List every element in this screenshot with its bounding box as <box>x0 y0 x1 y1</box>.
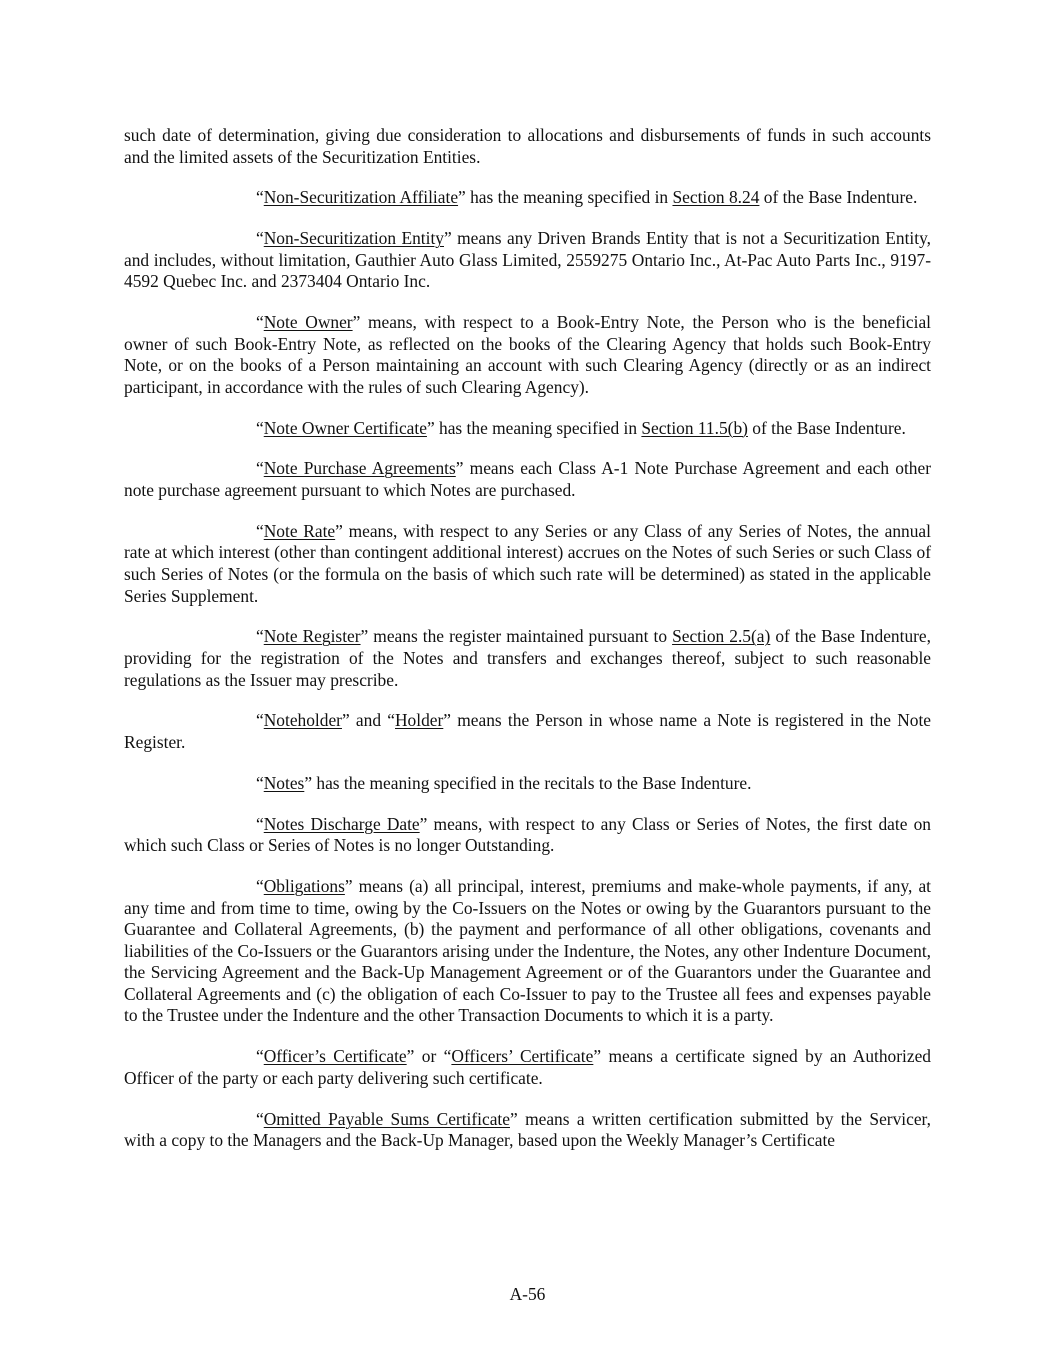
paragraph-text: ” means the register maintained pursuant to <box>360 626 673 647</box>
defined-term: Officer’s Certificate <box>263 1046 407 1067</box>
paragraph-text: ” means each Class A-1 Note Purchase Agreement and each other note purchase agreement pursuant to which Notes are purchased. <box>124 458 931 501</box>
definition-paragraph <box>124 521 931 607</box>
defined-term: Section 11.5(b) <box>641 417 748 438</box>
paragraph-text: ” means (a) all principal, interest, premiums and make-whole payments, if any, at any time and from time to time, owing by the Co-Issuers on the Notes or owing by the Guarantors pursuant to the Guarantee and Collateral Agreements, (b) the payment and performance of all other obligations, covenants and liabilities of the Co-Issuers or the Guarantors arising under the Indenture, the Notes, any other Indenture Document, the Servicing Agreement and the Back-Up Management Agreement or of the Guarantors under the Guarantee and Collateral Agreements and (c) the obligation of each Co-Issuer to pay to the Trustee all fees and expenses payable to the Trustee under the Indenture and the other Transaction Documents to which it is a party. <box>124 875 931 1026</box>
paragraph-text: ” has the meaning specified in <box>426 417 642 438</box>
definition-paragraph <box>124 228 931 293</box>
defined-term: Note Rate <box>263 520 336 541</box>
paragraph-text: “ <box>256 458 264 479</box>
defined-term: Note Owner Certificate <box>263 417 427 438</box>
defined-term: Officers’ Certificate <box>451 1046 594 1067</box>
paragraph-text: ” means, with respect to a Book-Entry Note, the Person who is the beneficial owner of such Book-Entry Note, as reflected on the books of the Clearing Agency that holds such Book-Entry Note, or on the books of a Person maintaining an account with such Clearing Agency (directly or as an indirect participant, in accordance with the rules of such Clearing Agency). <box>124 312 931 397</box>
defined-term: Obligations <box>263 875 345 896</box>
paragraph-text: “ <box>256 312 264 333</box>
defined-term: Notes <box>263 772 305 793</box>
definition-paragraph <box>124 876 931 1027</box>
definition-paragraph <box>124 1046 931 1089</box>
paragraph-text: “ <box>256 417 264 438</box>
definition-paragraph <box>124 814 931 857</box>
defined-term: Noteholder <box>263 710 342 731</box>
paragraph-text: ” means a written certification submitted by the Servicer, with a copy to the Managers and the Back-Up Manager, based upon the Weekly Manager’s Certificate <box>124 1108 932 1151</box>
paragraph-text: “ <box>256 1046 264 1067</box>
defined-term: Section 8.24 <box>672 187 760 208</box>
paragraph-text: such date of determination, giving due consideration to allocations and disbursements of funds in such accounts and the limited assets of the Securitization Entities. <box>124 125 931 167</box>
paragraph-text: ” means a certificate signed by an Authorized Officer of the party or each party delivering such certificate. <box>124 1046 931 1088</box>
paragraph-text: “ <box>256 187 264 208</box>
paragraph-text: of the Base Indenture. <box>747 417 906 438</box>
defined-term: Note Register <box>263 626 361 647</box>
paragraph-text: “ <box>256 228 264 249</box>
paragraph-text: ” and “ <box>341 710 395 731</box>
paragraph-text: “ <box>256 772 264 793</box>
definition-paragraph <box>124 710 931 753</box>
paragraph-text: “ <box>256 520 264 541</box>
paragraph-text: “ <box>256 626 264 647</box>
paragraph-text: ” means the Person in whose name a Note is registered in the Note Register. <box>124 710 931 752</box>
paragraph-text: ” means any Driven Brands Entity that is not a Securitization Entity, and includes, without limitation, Gauthier Auto Glass Limited, 2559275 Ontario Inc., At-Pac Auto Parts Inc., 9197-4592 Quebec Inc. and 2373404 Ontario Inc. <box>124 228 931 292</box>
definition-paragraph <box>124 1109 931 1152</box>
defined-term: Note Owner <box>263 312 353 333</box>
paragraph-text: “ <box>256 813 264 834</box>
page-number: A-56 <box>509 1284 546 1304</box>
defined-term: Omitted Payable Sums Certificate <box>263 1108 510 1129</box>
definition-paragraph <box>124 626 931 691</box>
definition-paragraph <box>124 773 931 795</box>
defined-term: Note Purchase Agreements <box>263 458 456 479</box>
defined-term: Non-Securitization Entity <box>263 228 444 249</box>
continued-paragraph <box>124 125 931 168</box>
document-body <box>124 125 931 1171</box>
paragraph-text: of the Base Indenture. <box>759 187 918 208</box>
paragraph-text: of the Base Indenture, providing for the registration of the Notes and transfers and exchanges thereof, subject to such reasonable regulations as the Issuer may prescribe. <box>124 626 931 690</box>
paragraph-text: ” or “ <box>406 1046 452 1067</box>
definition-paragraph <box>124 418 931 440</box>
defined-term: Holder <box>395 710 444 731</box>
definition-paragraph <box>124 187 931 209</box>
paragraph-text: ” has the meaning specified in <box>458 187 673 208</box>
paragraph-text: ” means, with respect to any Series or any Class of any Series of Notes, the annual rate at which interest (other than contingent additional interest) accrues on the Notes of such Series or such Class of such Series of Notes (or the formula on the basis of which such rate will be determined) as stated in the applicable Series Supplement. <box>124 520 931 606</box>
definition-paragraph <box>124 312 931 398</box>
paragraph-text: “ <box>256 875 264 896</box>
defined-term: Notes Discharge Date <box>263 813 420 834</box>
definition-paragraph <box>124 458 931 501</box>
paragraph-text: ” means, with respect to any Class or Series of Notes, the first date on which such Class or Series of Notes is no longer Outstanding. <box>124 813 931 856</box>
defined-term: Non-Securitization Affiliate <box>263 187 459 208</box>
paragraph-text: “ <box>256 1108 264 1129</box>
defined-term: Section 2.5(a) <box>672 626 771 647</box>
paragraph-text: “ <box>256 710 264 731</box>
paragraph-text: ” has the meaning specified in the recitals to the Base Indenture. <box>304 772 752 793</box>
